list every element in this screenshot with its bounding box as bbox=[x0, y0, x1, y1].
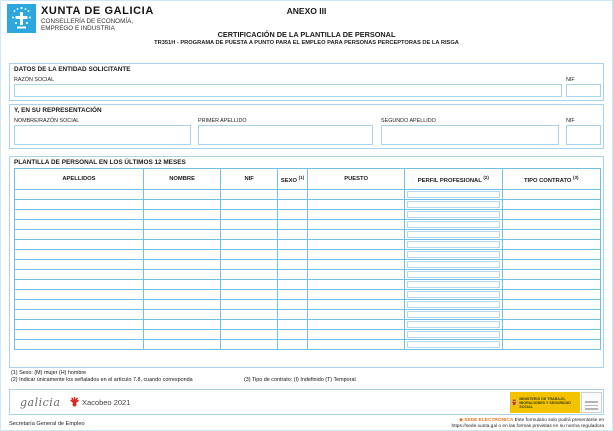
staff-cell-apellidos[interactable] bbox=[15, 240, 144, 250]
staff-cell-nombre[interactable] bbox=[143, 240, 220, 250]
form-title: CERTIFICACIÓN DE LA PLANTILLA DE PERSONAL bbox=[217, 30, 396, 39]
staff-cell-perfil[interactable] bbox=[405, 340, 502, 350]
col-header-perfil: PERFIL PROFESIONAL $^{(2)}$ bbox=[405, 169, 502, 190]
org-department-line1: CONSELLERÍA DE ECONOMÍA, bbox=[41, 18, 134, 25]
entity-nif-input[interactable] bbox=[566, 84, 601, 97]
section-entity-title: DATOS DE LA ENTIDAD SOLICITANTE bbox=[14, 66, 131, 73]
staff-table-row bbox=[15, 260, 601, 270]
staff-cell-nif[interactable] bbox=[221, 200, 278, 210]
staff-cell-nombre[interactable] bbox=[143, 320, 220, 330]
xacobeo-shell-icon bbox=[70, 397, 79, 407]
staff-cell-perfil[interactable] bbox=[405, 210, 502, 220]
col-header-tipo: TIPO CONTRATO $^{(3)}$ bbox=[502, 169, 601, 190]
perfil-cell-input[interactable] bbox=[407, 221, 499, 228]
staff-cell-apellidos[interactable] bbox=[15, 190, 144, 200]
staff-cell-tipo[interactable] bbox=[502, 280, 601, 290]
staff-cell-nif[interactable] bbox=[221, 240, 278, 250]
staff-cell-nif[interactable] bbox=[221, 220, 278, 230]
staff-cell-apellidos[interactable] bbox=[15, 250, 144, 260]
perfil-cell-input[interactable] bbox=[407, 231, 499, 238]
staff-cell-nif[interactable] bbox=[221, 270, 278, 280]
staff-cell-nombre[interactable] bbox=[143, 300, 220, 310]
staff-cell-apellidos[interactable] bbox=[15, 280, 144, 290]
staff-cell-tipo[interactable] bbox=[502, 230, 601, 240]
staff-cell-sexo[interactable] bbox=[278, 280, 308, 290]
section-staff bbox=[9, 156, 604, 368]
staff-cell-perfil[interactable] bbox=[405, 300, 502, 310]
spain-coat-of-arms-icon bbox=[511, 395, 517, 410]
staff-cell-perfil[interactable] bbox=[405, 270, 502, 280]
staff-table-body bbox=[15, 190, 601, 350]
staff-table-row bbox=[15, 340, 601, 350]
staff-cell-nif[interactable] bbox=[221, 190, 278, 200]
staff-cell-nombre[interactable] bbox=[143, 190, 220, 200]
staff-cell-puesto[interactable] bbox=[307, 320, 404, 330]
sede-text-line1: Este formulario solo podrá presentarse en bbox=[514, 418, 604, 423]
staff-cell-apellidos[interactable] bbox=[15, 340, 144, 350]
section-staff-title: PLANTILLA DE PERSONAL EN LOS ÚLTIMOS 12 MESES bbox=[14, 159, 186, 166]
staff-cell-apellidos[interactable] bbox=[15, 220, 144, 230]
perfil-cell-input[interactable] bbox=[407, 281, 499, 288]
staff-table-row bbox=[15, 200, 601, 210]
staff-cell-nif[interactable] bbox=[221, 280, 278, 290]
entity-nif-label: NIF bbox=[566, 77, 575, 83]
perfil-cell-input[interactable] bbox=[407, 311, 499, 318]
galicia-logo: galicia bbox=[20, 396, 61, 409]
col-header-apellidos: APELLIDOS bbox=[15, 169, 144, 190]
staff-cell-puesto[interactable] bbox=[307, 210, 404, 220]
staff-cell-sexo[interactable] bbox=[278, 300, 308, 310]
col-header-puesto: PUESTO bbox=[307, 169, 404, 190]
staff-table-row bbox=[15, 270, 601, 280]
staff-cell-tipo[interactable] bbox=[502, 290, 601, 300]
staff-table-row bbox=[15, 220, 601, 230]
staff-table-row bbox=[15, 330, 601, 340]
staff-cell-nif[interactable] bbox=[221, 320, 278, 330]
perfil-cell-input[interactable] bbox=[407, 201, 499, 208]
section-entity bbox=[9, 63, 604, 101]
staff-cell-nif[interactable] bbox=[221, 230, 278, 240]
col-header-nombre: NOMBRE bbox=[143, 169, 220, 190]
perfil-cell-input[interactable] bbox=[407, 341, 499, 348]
staff-cell-sexo[interactable] bbox=[278, 250, 308, 260]
staff-cell-apellidos[interactable] bbox=[15, 290, 144, 300]
staff-cell-tipo[interactable] bbox=[502, 310, 601, 320]
footnote-2: (2) Indicar únicamente los señalados en el artículo 7.8, cuando corresponda bbox=[11, 377, 193, 383]
staff-table-row bbox=[15, 290, 601, 300]
staff-cell-nombre[interactable] bbox=[143, 280, 220, 290]
staff-cell-tipo[interactable] bbox=[502, 220, 601, 230]
staff-cell-apellidos[interactable] bbox=[15, 300, 144, 310]
form-subtitle: TR351H - PROGRAMA DE PUESTA A PUNTO PARA EL EMPLEO PARA PERSONAS PERCEPTORAS DE LA RISGA bbox=[154, 39, 459, 46]
staff-table-row bbox=[15, 190, 601, 200]
perfil-cell-input[interactable] bbox=[407, 291, 499, 298]
staff-cell-tipo[interactable] bbox=[502, 340, 601, 350]
staff-cell-nif[interactable] bbox=[221, 210, 278, 220]
staff-cell-perfil[interactable] bbox=[405, 250, 502, 260]
staff-cell-nombre[interactable] bbox=[143, 270, 220, 280]
staff-cell-tipo[interactable] bbox=[502, 250, 601, 260]
primer-apellido-input[interactable] bbox=[198, 125, 373, 145]
repr-nif-label: NIF bbox=[566, 118, 575, 124]
footnote-3: (3) Tipo de contrato: (I) Indefinido (T) Temporal bbox=[244, 377, 356, 383]
staff-cell-perfil[interactable] bbox=[405, 190, 502, 200]
sepe-logo bbox=[581, 392, 602, 413]
staff-cell-puesto[interactable] bbox=[307, 330, 404, 340]
segundo-apellido-input[interactable] bbox=[381, 125, 559, 145]
org-department-line2: EMPREGO E INDUSTRIA bbox=[41, 25, 115, 33]
staff-cell-puesto[interactable] bbox=[307, 230, 404, 240]
staff-table-row bbox=[15, 210, 601, 220]
section-representative bbox=[9, 104, 604, 149]
staff-cell-nombre[interactable] bbox=[143, 340, 220, 350]
staff-table-row bbox=[15, 310, 601, 320]
staff-cell-tipo[interactable] bbox=[502, 320, 601, 330]
footer-logo-strip bbox=[9, 389, 604, 415]
staff-cell-sexo[interactable] bbox=[278, 340, 308, 350]
segundo-apellido-label: SEGUNDO APELLIDO bbox=[381, 118, 436, 124]
perfil-cell-input[interactable] bbox=[407, 271, 499, 278]
staff-cell-sexo[interactable] bbox=[278, 190, 308, 200]
staff-cell-sexo[interactable] bbox=[278, 290, 308, 300]
staff-cell-puesto[interactable] bbox=[307, 220, 404, 230]
nombre-label: NOMBRE/RAZÓN SOCIAL bbox=[14, 118, 80, 124]
staff-cell-perfil[interactable] bbox=[405, 260, 502, 270]
staff-cell-apellidos[interactable] bbox=[15, 260, 144, 270]
staff-cell-nif[interactable] bbox=[221, 340, 278, 350]
perfil-cell-input[interactable] bbox=[407, 331, 499, 338]
staff-cell-perfil[interactable] bbox=[405, 330, 502, 340]
staff-cell-nif[interactable] bbox=[221, 330, 278, 340]
staff-cell-sexo[interactable] bbox=[278, 270, 308, 280]
perfil-cell-input[interactable] bbox=[407, 191, 499, 198]
staff-table bbox=[14, 168, 601, 350]
staff-cell-apellidos[interactable] bbox=[15, 270, 144, 280]
staff-table-row bbox=[15, 280, 601, 290]
staff-cell-tipo[interactable] bbox=[502, 330, 601, 340]
staff-cell-apellidos[interactable] bbox=[15, 210, 144, 220]
staff-cell-puesto[interactable] bbox=[307, 200, 404, 210]
staff-cell-perfil[interactable] bbox=[405, 240, 502, 250]
staff-cell-sexo[interactable] bbox=[278, 330, 308, 340]
sede-electronica-note bbox=[451, 418, 604, 429]
org-name: XUNTA DE GALICIA bbox=[41, 5, 154, 17]
staff-cell-sexo[interactable] bbox=[278, 210, 308, 220]
repr-nif-input[interactable] bbox=[566, 125, 601, 145]
sede-diamond-icon: ◆ bbox=[459, 417, 463, 423]
staff-cell-apellidos[interactable] bbox=[15, 200, 144, 210]
staff-table-row bbox=[15, 240, 601, 250]
perfil-cell-input[interactable] bbox=[407, 211, 499, 218]
staff-cell-nif[interactable] bbox=[221, 250, 278, 260]
staff-cell-perfil[interactable] bbox=[405, 280, 502, 290]
secretaria-label: Secretaría General de Empleo bbox=[9, 421, 85, 427]
staff-cell-tipo[interactable] bbox=[502, 190, 601, 200]
staff-cell-nombre[interactable] bbox=[143, 290, 220, 300]
staff-cell-tipo[interactable] bbox=[502, 270, 601, 280]
staff-cell-tipo[interactable] bbox=[502, 200, 601, 210]
xacobeo-label: Xacobeo 2021 bbox=[82, 397, 131, 407]
staff-cell-tipo[interactable] bbox=[502, 210, 601, 220]
staff-cell-nombre[interactable] bbox=[143, 200, 220, 210]
staff-cell-nombre[interactable] bbox=[143, 210, 220, 220]
staff-table-row bbox=[15, 230, 601, 240]
staff-cell-puesto[interactable] bbox=[307, 280, 404, 290]
staff-cell-perfil[interactable] bbox=[405, 230, 502, 240]
staff-cell-apellidos[interactable] bbox=[15, 310, 144, 320]
nombre-input[interactable] bbox=[14, 125, 191, 145]
staff-cell-sexo[interactable] bbox=[278, 260, 308, 270]
section-representative-title: Y, EN SU REPRESENTACIÓN bbox=[14, 107, 102, 114]
staff-cell-puesto[interactable] bbox=[307, 270, 404, 280]
staff-cell-apellidos[interactable] bbox=[15, 320, 144, 330]
staff-cell-puesto[interactable] bbox=[307, 250, 404, 260]
staff-cell-nif[interactable] bbox=[221, 290, 278, 300]
staff-cell-puesto[interactable] bbox=[307, 290, 404, 300]
staff-cell-puesto[interactable] bbox=[307, 310, 404, 320]
staff-cell-perfil[interactable] bbox=[405, 320, 502, 330]
staff-cell-perfil[interactable] bbox=[405, 200, 502, 210]
staff-cell-tipo[interactable] bbox=[502, 300, 601, 310]
primer-apellido-label: PRIMER APELLIDO bbox=[198, 118, 247, 124]
staff-cell-sexo[interactable] bbox=[278, 240, 308, 250]
staff-cell-nombre[interactable] bbox=[143, 310, 220, 320]
perfil-cell-input[interactable] bbox=[407, 321, 499, 328]
xacobeo-logo bbox=[70, 397, 130, 407]
staff-table-row bbox=[15, 320, 601, 330]
razon-social-label: RAZÓN SOCIAL bbox=[14, 77, 55, 83]
perfil-cell-input[interactable] bbox=[407, 251, 499, 258]
perfil-cell-input[interactable] bbox=[407, 261, 499, 268]
footnote-1: (1) Sexo: (M) mujer (H) hombre bbox=[11, 370, 87, 376]
staff-cell-tipo[interactable] bbox=[502, 240, 601, 250]
staff-cell-perfil[interactable] bbox=[405, 290, 502, 300]
col-header-sexo: SEXO $^{(1)}$ bbox=[278, 169, 308, 190]
staff-cell-puesto[interactable] bbox=[307, 340, 404, 350]
col-header-nif: NIF bbox=[221, 169, 278, 190]
staff-cell-puesto[interactable] bbox=[307, 190, 404, 200]
sede-text-line2: https://sede.xunta.gal o en las formas previstas en su norma reguladora bbox=[451, 423, 604, 429]
staff-cell-nombre[interactable] bbox=[143, 250, 220, 260]
sede-label: SEDE ELECTRÓNICA bbox=[464, 418, 514, 423]
staff-table-header-row bbox=[15, 169, 601, 190]
staff-cell-nif[interactable] bbox=[221, 300, 278, 310]
ministry-logo bbox=[510, 392, 580, 413]
staff-cell-tipo[interactable] bbox=[502, 260, 601, 270]
perfil-cell-input[interactable] bbox=[407, 241, 499, 248]
staff-cell-nombre[interactable] bbox=[143, 260, 220, 270]
razon-social-input[interactable] bbox=[14, 84, 562, 97]
staff-cell-nombre[interactable] bbox=[143, 330, 220, 340]
staff-cell-sexo[interactable] bbox=[278, 200, 308, 210]
staff-cell-nif[interactable] bbox=[221, 310, 278, 320]
staff-cell-sexo[interactable] bbox=[278, 320, 308, 330]
staff-cell-nombre[interactable] bbox=[143, 230, 220, 240]
staff-table-row bbox=[15, 250, 601, 260]
staff-cell-puesto[interactable] bbox=[307, 260, 404, 270]
staff-cell-nif[interactable] bbox=[221, 260, 278, 270]
ministry-label: MINISTERIO DE TRABAJO, MIGRACIONES Y SEGURIDAD SOCIAL bbox=[519, 396, 571, 409]
annex-label: ANEXO III bbox=[286, 6, 327, 16]
staff-cell-puesto[interactable] bbox=[307, 300, 404, 310]
staff-cell-sexo[interactable] bbox=[278, 230, 308, 240]
staff-cell-perfil[interactable] bbox=[405, 220, 502, 230]
staff-cell-sexo[interactable] bbox=[278, 310, 308, 320]
staff-cell-perfil[interactable] bbox=[405, 310, 502, 320]
staff-cell-apellidos[interactable] bbox=[15, 230, 144, 240]
staff-cell-sexo[interactable] bbox=[278, 220, 308, 230]
perfil-cell-input[interactable] bbox=[407, 301, 499, 308]
staff-cell-puesto[interactable] bbox=[307, 240, 404, 250]
staff-cell-apellidos[interactable] bbox=[15, 330, 144, 340]
staff-table-row bbox=[15, 300, 601, 310]
staff-cell-nombre[interactable] bbox=[143, 220, 220, 230]
